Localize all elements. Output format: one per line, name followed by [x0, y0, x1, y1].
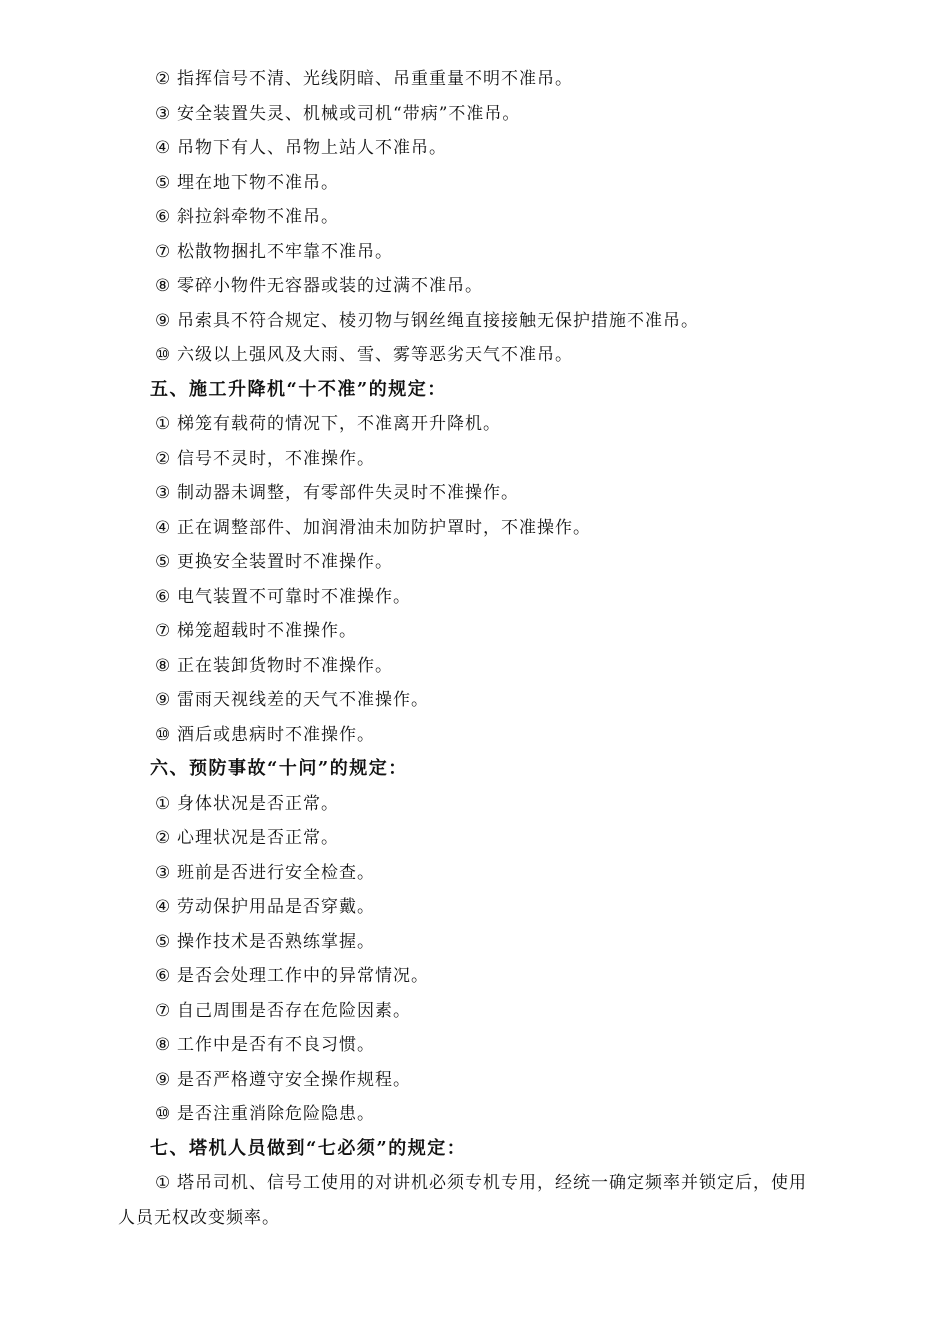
item-number: ⑤	[155, 172, 172, 193]
list-item	[0, 994, 950, 1029]
list-item	[0, 580, 950, 615]
item-number: ③	[155, 862, 172, 883]
item-text: 吊索具不符合规定、棱刃物与钢丝绳直接接触无保护措施不准吊。	[177, 310, 699, 331]
item-text: 自己周围是否存在危险因素。	[177, 1000, 411, 1021]
section-heading: 六、预防事故“十问”的规定：	[150, 758, 408, 779]
list-item	[0, 97, 950, 132]
list-item	[0, 235, 950, 270]
list-item	[0, 200, 950, 235]
item-text: 心理状况是否正常。	[177, 828, 339, 848]
item-number: ①	[155, 1173, 172, 1193]
item-number: ①	[155, 414, 172, 434]
item-text: 是否会处理工作中的异常情况。	[177, 966, 429, 986]
item-text: 松散物捆扎不牢靠不准吊。	[177, 241, 393, 262]
section-7	[0, 1132, 950, 1236]
item-text: 安全装置失灵、机械或司机“带病”不准吊。	[177, 103, 521, 124]
item-text: 酒后或患病时不准操作。	[177, 724, 375, 745]
item-text: 指挥信号不清、光线阴暗、吊重重量不明不准吊。	[177, 69, 573, 89]
item-number: ⑦	[155, 621, 172, 641]
item-number: ③	[155, 103, 172, 124]
item-text: 更换安全装置时不准操作。	[177, 552, 393, 572]
item-text: 制动器未调整，有零部件失灵时不准操作。	[177, 483, 519, 503]
item-number: ⑥	[155, 966, 172, 986]
item-number: ⑤	[155, 931, 172, 952]
list-item	[0, 1028, 950, 1063]
list-item	[0, 1166, 950, 1201]
item-number: ②	[155, 828, 172, 848]
list-item	[0, 545, 950, 580]
item-number: ⑧	[155, 1035, 172, 1055]
item-number: ③	[155, 483, 172, 503]
section-5	[0, 373, 950, 753]
item-number: ⑩	[155, 1104, 172, 1124]
list-item	[0, 649, 950, 684]
item-text: 操作技术是否熟练掌握。	[177, 931, 375, 952]
item-text: 身体状况是否正常。	[177, 793, 339, 814]
item-number: ⑩	[155, 724, 172, 745]
item-number: ⑥	[155, 586, 172, 607]
item-text: 吊物下有人、吊物上站人不准吊。	[177, 138, 447, 158]
list-item	[0, 959, 950, 994]
list-item	[0, 131, 950, 166]
item-text: 班前是否进行安全检查。	[177, 862, 375, 883]
item-text: 塔吊司机、信号工使用的对讲机必须专机专用，经统一确定频率并锁定后，使用	[177, 1173, 807, 1193]
item-number: ⑨	[155, 1069, 172, 1090]
item-number: ②	[155, 69, 172, 89]
list-item	[0, 476, 950, 511]
item-number: ①	[155, 793, 172, 814]
item-number: ⑨	[155, 690, 172, 710]
list-item	[0, 1097, 950, 1132]
item-number: ④	[155, 138, 172, 158]
list-item	[0, 925, 950, 960]
list-item	[0, 856, 950, 891]
item-text: 六级以上强风及大雨、雪、雾等恶劣天气不准吊。	[177, 345, 573, 365]
item-number: ⑧	[155, 276, 172, 296]
item-number: ②	[155, 448, 172, 469]
item-number: ⑩	[155, 345, 172, 365]
section-6	[0, 752, 950, 1132]
list-item	[0, 511, 950, 546]
item-text: 正在装卸货物时不准操作。	[177, 655, 393, 676]
list-item	[0, 269, 950, 304]
item-number: ④	[155, 897, 172, 917]
item-text: 零碎小物件无容器或装的过满不准吊。	[177, 276, 483, 296]
lift-rules-list-continued	[0, 62, 950, 373]
item-text: 埋在地下物不准吊。	[177, 172, 339, 193]
item-text: 雷雨天视线差的天气不准操作。	[177, 690, 429, 710]
list-item	[0, 338, 950, 373]
section-heading: 七、塔机人员做到“七必须”的规定：	[150, 1137, 467, 1159]
item-text: 是否严格遵守安全操作规程。	[177, 1069, 411, 1090]
list-item	[0, 890, 950, 925]
item-text: 是否注重消除危险隐患。	[177, 1104, 375, 1124]
document-page	[0, 62, 950, 1236]
list-item	[0, 1063, 950, 1098]
item-number: ⑤	[155, 552, 172, 572]
section-heading: 五、施工升降机“十不准”的规定：	[150, 378, 447, 400]
item-number: ⑨	[155, 310, 172, 331]
list-item	[0, 407, 950, 442]
item-text: 正在调整部件、加润滑油未加防护罩时，不准操作。	[177, 517, 591, 538]
item-number: ⑥	[155, 207, 172, 227]
item-text: 电气装置不可靠时不准操作。	[177, 586, 411, 607]
item-number: ⑧	[155, 655, 172, 676]
list-item	[0, 166, 950, 201]
list-item	[0, 787, 950, 822]
item-text: 梯笼超载时不准操作。	[177, 621, 357, 641]
item-text: 劳动保护用品是否穿戴。	[177, 897, 375, 917]
list-item	[0, 442, 950, 477]
item-text: 工作中是否有不良习惯。	[177, 1035, 375, 1055]
list-item	[0, 62, 950, 97]
list-item	[0, 614, 950, 649]
list-item	[0, 821, 950, 856]
item-text-continued: 人员无权改变频率。	[118, 1207, 280, 1228]
item-number: ⑦	[155, 1000, 172, 1021]
item-text: 梯笼有载荷的情况下，不准离开升降机。	[177, 414, 501, 434]
item-text: 信号不灵时，不准操作。	[177, 448, 375, 469]
item-number: ④	[155, 517, 172, 538]
list-item	[0, 718, 950, 753]
list-item	[0, 304, 950, 339]
item-number: ⑦	[155, 241, 172, 262]
item-text: 斜拉斜牵物不准吊。	[177, 207, 339, 227]
list-item	[0, 683, 950, 718]
